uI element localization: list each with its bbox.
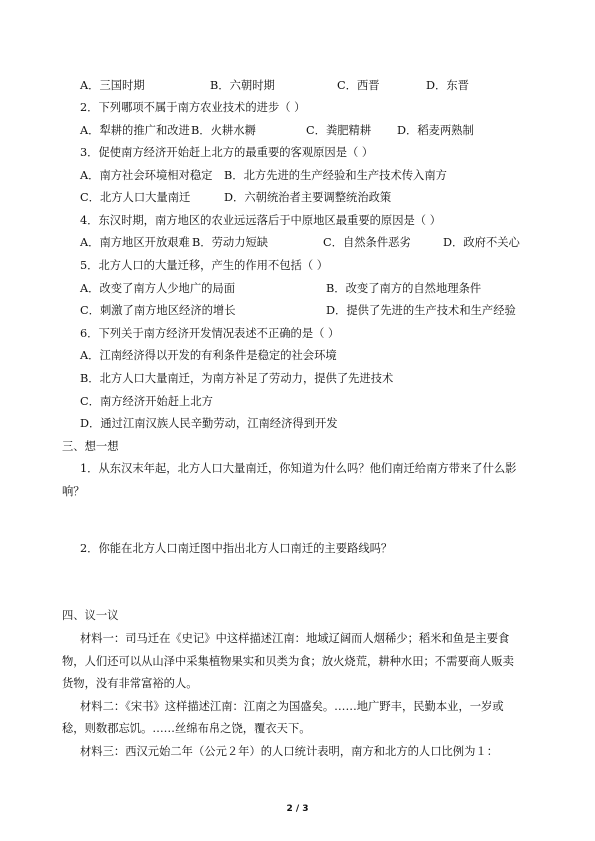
q4-option-b: B．劳动力短缺 xyxy=(192,236,269,249)
q2-option-b: B．火耕水耨 xyxy=(191,124,256,137)
q6-option-d: D．通过江南汉族人民辛勤劳动，江南经济得到开发 xyxy=(80,417,338,430)
q3-option-c: C．北方人口大量南迁 xyxy=(80,191,191,204)
q3-stem: 3．促使南方经济开始赶上北方的最重要的客观原因是（ ） xyxy=(80,146,374,159)
q4-option-d: D．政府不关心 xyxy=(443,236,520,249)
material2-text-1: 材料二：《宋书》这样描述江南：江南之为国盛矣。……地广野丰，民勤本业，一岁或 xyxy=(80,700,504,713)
material1-text-3: 货物，没有非常富裕的人。 xyxy=(62,677,198,690)
q6-option-b: B．北方人口大量南迁，为南方补足了劳动力，提供了先进技术 xyxy=(80,372,394,385)
section3-heading: 三、想一想 xyxy=(62,440,119,453)
material1-text-2: 物，人们还可以从山泽中采集植物果实和贝类为食；放火烧荒，耕种水田；不需要商人贩卖 xyxy=(62,655,514,668)
q1-option-a: A．三国时期 xyxy=(80,79,145,92)
q4-option-a: A．南方地区开放艰难 xyxy=(80,236,190,249)
section4-heading: 四、议一议 xyxy=(62,609,119,622)
material1-text-1: 材料一：司马迁在《史记》中这样描述江南：地域辽阔而人烟稀少；稻米和鱼是主要食 xyxy=(80,632,510,645)
q6-option-c: C．南方经济开始赶上北方 xyxy=(80,395,213,408)
q3-option-a: A．南方社会环境相对稳定 xyxy=(80,169,213,182)
section3-q2-text: 2．你能在北方人口南迁图中指出北方人口南迁的主要路线吗？ xyxy=(80,542,393,555)
q4-stem: 4．东汉时期，南方地区的农业远远落后于中原地区最重要的原因是（ ） xyxy=(80,214,441,227)
page-number: 2 / 3 xyxy=(286,804,309,814)
q5-option-b: B．改变了南方的自然地理条件 xyxy=(326,282,482,295)
q2-option-c: C．粪肥精耕 xyxy=(306,124,372,137)
section3-q1-text-1: 1．从东汉末年起，北方人口大量南迁，你知道为什么吗？他们南迁给南方带来了什么影 xyxy=(80,462,517,475)
material2-text-2: 稔，则数郡忘饥。……丝绵布帛之饶，覆衣天下。 xyxy=(62,722,311,735)
q5-option-a: A．改变了南方人少地广的局面 xyxy=(80,282,236,295)
q1-option-c: C．西晋 xyxy=(337,79,380,92)
q5-option-c: C．刺激了南方地区经济的增长 xyxy=(80,304,236,317)
q5-option-d: D．提供了先进的生产技术和生产经验 xyxy=(326,304,516,317)
q6-option-a: A．江南经济得以开发的有利条件是稳定的社会环境 xyxy=(80,349,337,362)
section3-q1-text-2: 响？ xyxy=(62,485,85,498)
q1-option-b: B．六朝时期 xyxy=(210,79,275,92)
material3-text-1: 材料三：西汉元始二年（公元２年）的人口统计表明，南方和北方的人口比例为１： xyxy=(80,745,498,758)
q2-option-a: A．犁耕的推广和改进 xyxy=(80,124,190,137)
q1-option-d: D．东晋 xyxy=(426,79,469,92)
q3-option-b: B．北方先进的生产经验和生产技术传入南方 xyxy=(224,169,447,182)
q5-stem: 5．北方人口的大量迁移，产生的作用不包括（ ） xyxy=(80,259,329,272)
q4-option-c: C．自然条件恶劣 xyxy=(323,236,411,249)
q3-option-d: D．六朝统治者主要调整统治政策 xyxy=(224,191,392,204)
q2-stem: 2．下列哪项不属于南方农业技术的进步（ ） xyxy=(80,101,306,114)
q6-stem: 6．下列关于南方经济开发情况表述不正确的是（ ） xyxy=(80,327,340,340)
q2-option-d: D．稻麦两熟制 xyxy=(397,124,474,137)
